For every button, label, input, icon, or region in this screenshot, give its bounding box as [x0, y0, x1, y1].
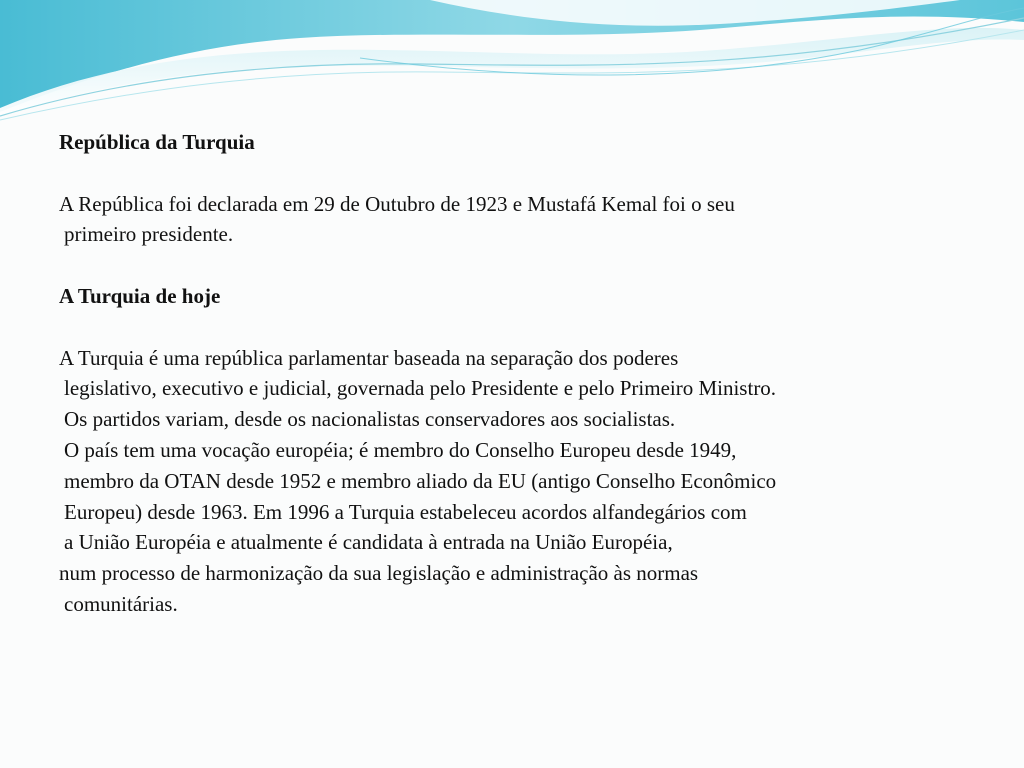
text-line: a União Européia e atualmente é candidata à entrada na União Européia,	[64, 530, 673, 555]
text-line: num processo de harmonização da sua legislação e administração às normas	[59, 561, 699, 586]
text-line: membro da OTAN desde 1952 e membro aliado da EU (antigo Conselho Econômico	[64, 468, 777, 493]
paragraph-gap	[59, 158, 959, 189]
text-line: comunitárias.	[64, 591, 178, 616]
text-line: legislativo, executivo e judicial, governada pelo Presidente e pelo Primeiro Ministro.	[64, 376, 777, 401]
section-heading: República da Turquia	[59, 130, 255, 154]
text-line: A Turquia é uma república parlamentar baseada na separação dos poderes	[59, 345, 679, 370]
text-line: A República foi declarada em 29 de Outubro de 1923 e Mustafá Kemal foi o seu	[59, 191, 735, 216]
text-line: Europeu) desde 1963. Em 1996 a Turquia estabeleceu acordos alfandegários com	[64, 499, 747, 524]
paragraph-gap	[59, 250, 959, 281]
text-line: Os partidos variam, desde os nacionalistas conservadores aos socialistas.	[64, 407, 676, 432]
slide-body	[59, 127, 959, 620]
text-line: O país tem uma vocação européia; é membro do Conselho Europeu desde 1949,	[64, 437, 737, 462]
decorative-wave-banner	[0, 0, 1024, 130]
paragraph-gap	[59, 312, 959, 343]
text-line: primeiro presidente.	[64, 222, 234, 247]
section-heading: A Turquia de hoje	[59, 283, 221, 308]
